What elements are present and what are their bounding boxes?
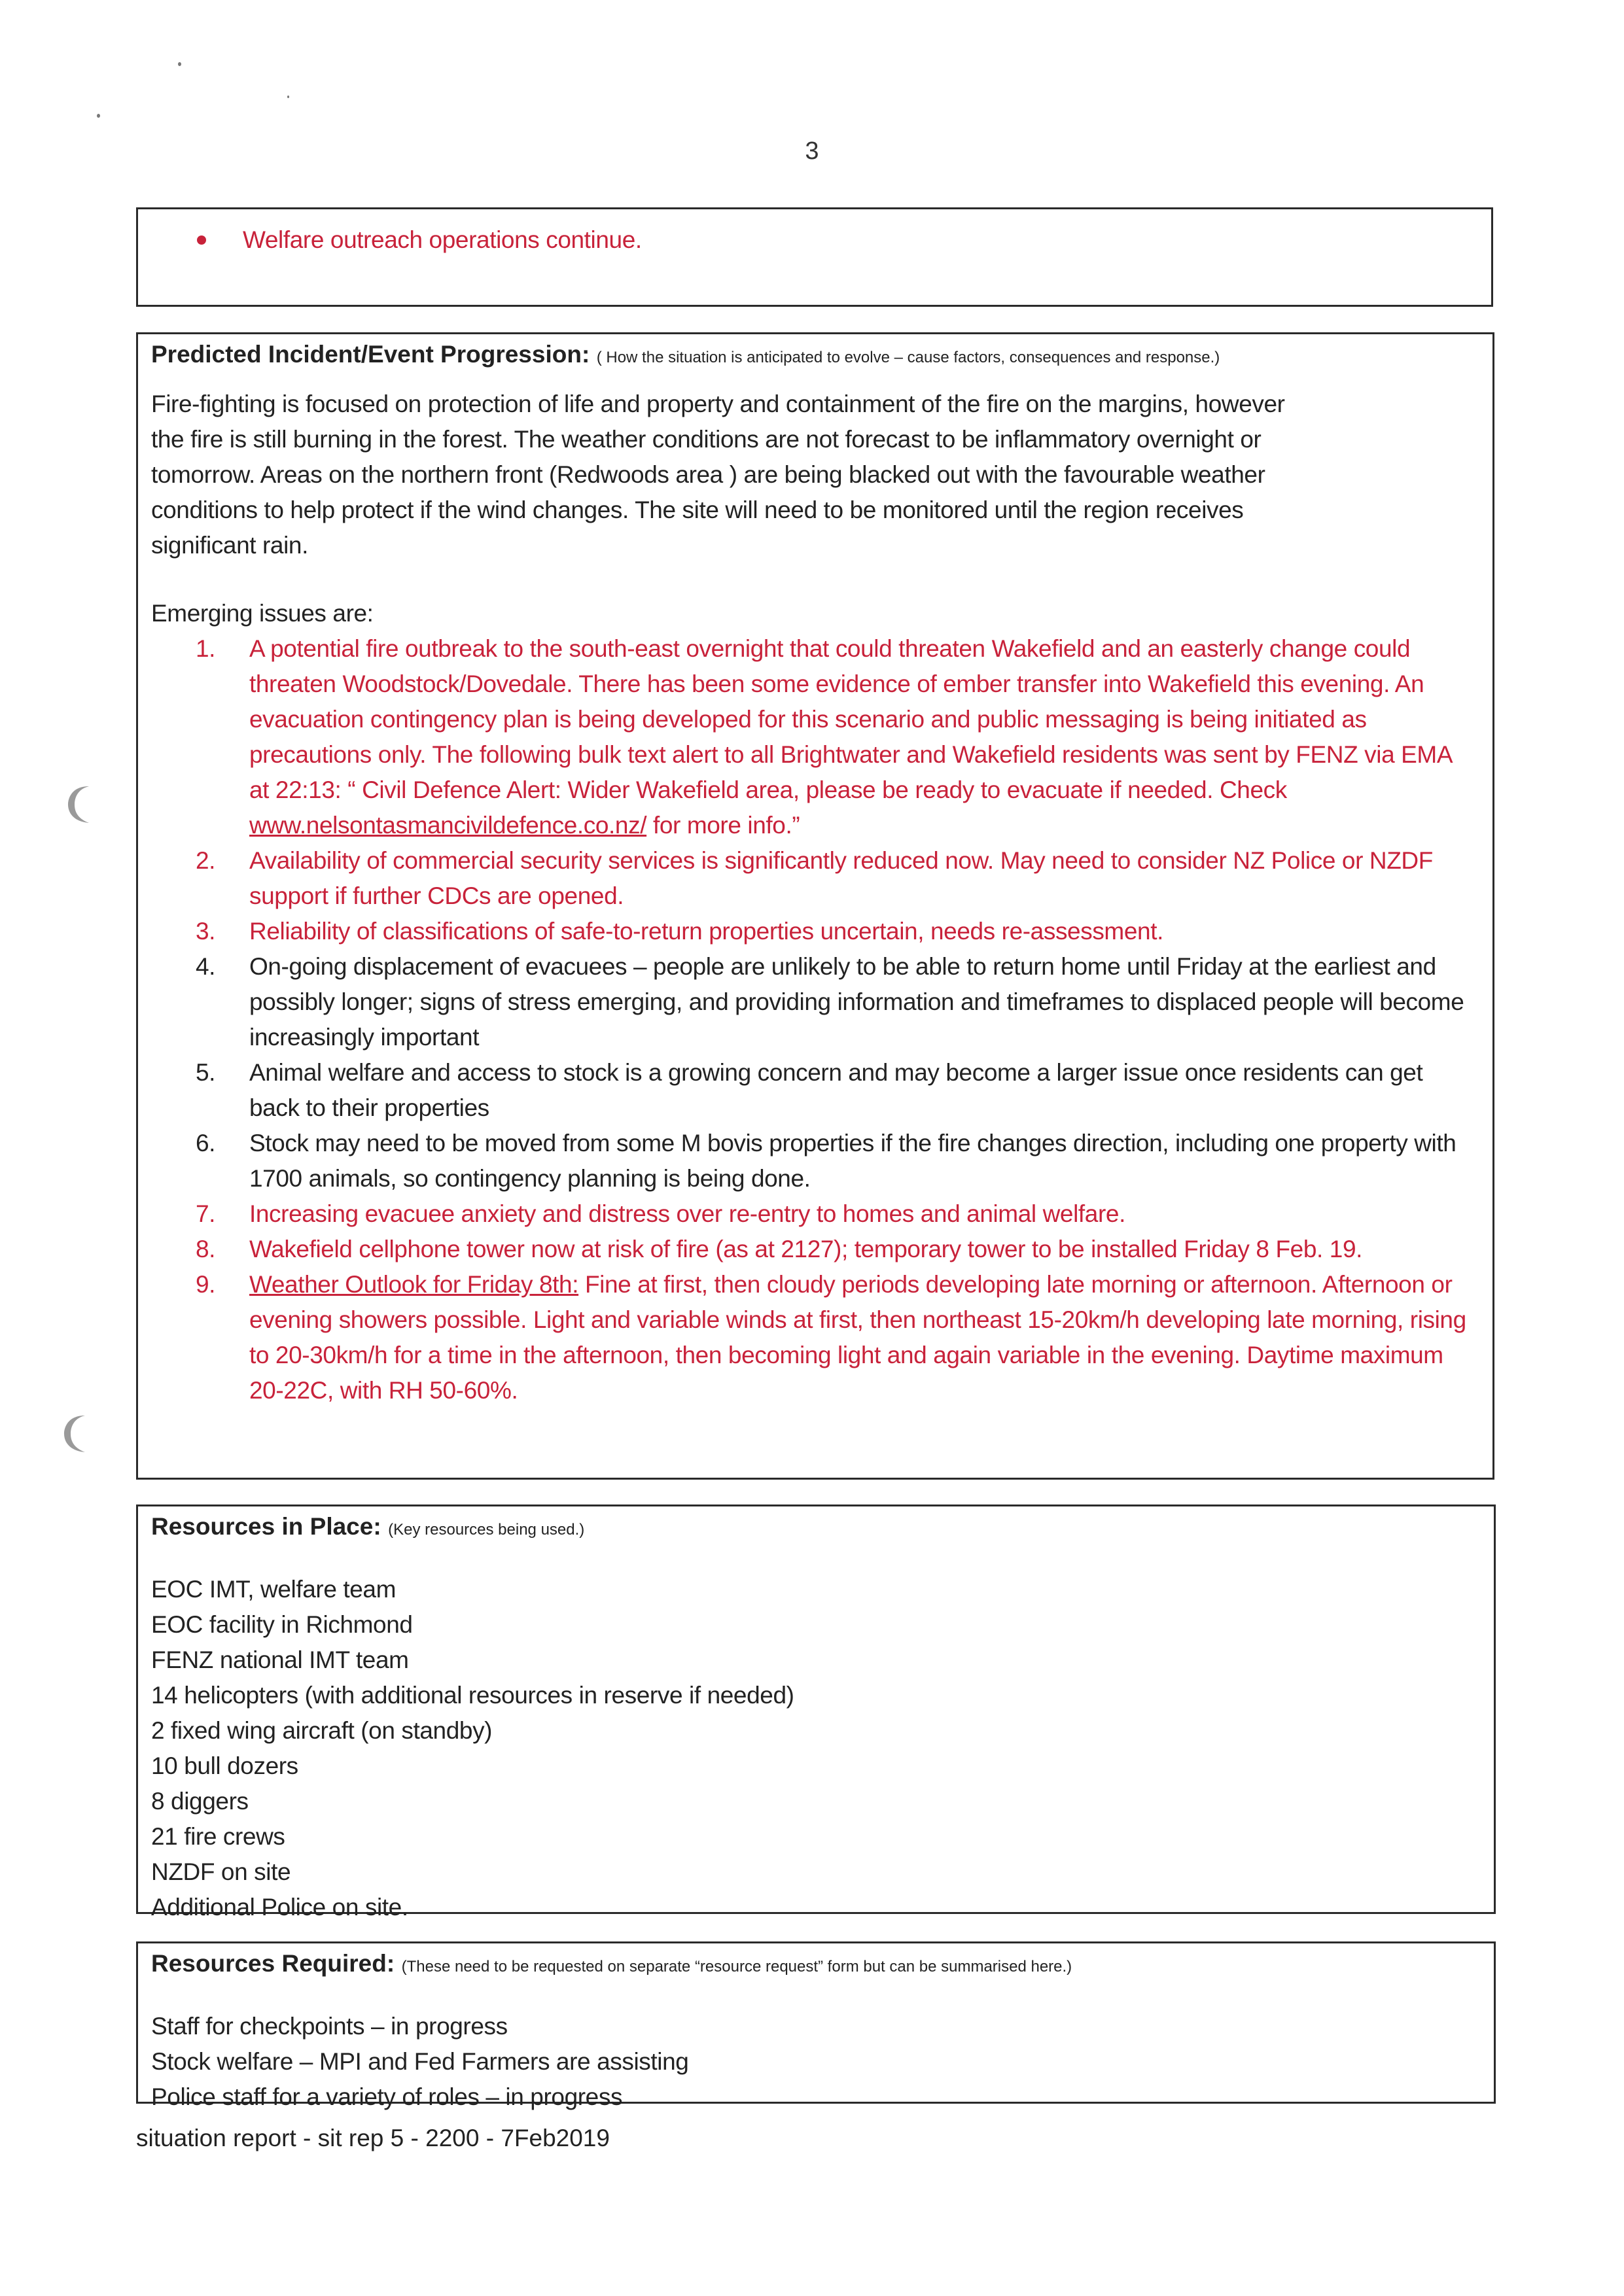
scan-speck <box>178 62 181 66</box>
issue-number: 5. <box>196 1059 216 1086</box>
issue-number: 4. <box>196 953 216 980</box>
issue-item <box>151 1196 1479 1232</box>
heading-note: (These need to be requested on separate “resource request” form but can be summarised here.) <box>401 1958 1072 1975</box>
bullet-text: Welfare outreach operations continue. <box>243 226 642 253</box>
issue-text: Stock may need to be moved from some M bovis properties if the fire changes direction, including one property with 1700 animals, so contingency planning is being done. <box>249 1130 1456 1192</box>
issues-intro: Emerging issues are: <box>151 600 374 627</box>
heading-note: (Key resources being used.) <box>388 1521 585 1539</box>
emerging-issues <box>151 596 1479 1408</box>
issue-item <box>151 1126 1479 1196</box>
page-footer: situation report - sit rep 5 - 2200 - 7Feb2019 <box>136 2125 610 2151</box>
bullet-dot-icon <box>197 235 206 245</box>
issue-number: 9. <box>196 1271 216 1298</box>
issue-number: 8. <box>196 1236 216 1262</box>
issue-item <box>151 1055 1479 1126</box>
issue-text: On-going displacement of evacuees – people are unlikely to be able to return home until Friday at the earliest and possibly longer; signs of stress emerging, and providing information and timeframes to displaced people will become increasingly important <box>249 953 1464 1051</box>
resource-item: Additional Police on site. <box>151 1894 408 1921</box>
progression-paragraph <box>151 387 1473 563</box>
binder-hole-icon <box>62 1414 88 1453</box>
heading-title: Predicted Incident/Event Progression: <box>151 341 590 368</box>
issue-text: Animal welfare and access to stock is a growing concern and may become a larger issue once residents can get back to their properties <box>249 1059 1423 1121</box>
issue-text: Availability of commercial security services is significantly reduced now. May need to consider NZ Police or NZDF support if further CDCs are opened. <box>249 847 1433 909</box>
resource-item: 21 fire crews <box>151 1823 285 1850</box>
section-heading <box>151 341 1220 368</box>
continued-section-box <box>136 207 1493 307</box>
required-item: Stock welfare – MPI and Fed Farmers are assisting <box>151 2048 689 2075</box>
paragraph-line: Fire-fighting is focused on protection of life and property and containment of the fire on the margins, however <box>151 391 1285 417</box>
issue-text <box>249 1267 1479 1408</box>
issue-text-part: A potential fire outbreak to the south-east overnight that could threaten Wakefield and an easterly change could threaten Woodstock/Dovedale. There has been some evidence of ember transfer into Wakefield this evening. An evacuation contingency plan is being developed for this scenario and public messaging is being initiated as precautions only. The following bulk text alert to all Brightwater and Wakefield residents was sent by FENZ via EMA at 22:13: “ Civil Defence Alert: Wider Wakefield area, please be ready to evacuate if needed. Check <box>249 635 1452 803</box>
paragraph-line: conditions to help protect if the wind changes. The site will need to be monitored until the region receives <box>151 496 1244 523</box>
required-item: Staff for checkpoints – in progress <box>151 2013 508 2040</box>
binder-hole-icon <box>65 785 92 824</box>
issue-text <box>249 631 1479 843</box>
resource-item: 14 helicopters (with additional resources in reserve if needed) <box>151 1682 794 1709</box>
resource-item: EOC IMT, welfare team <box>151 1576 397 1603</box>
issue-number: 7. <box>196 1200 216 1227</box>
paragraph-line: tomorrow. Areas on the northern front (Redwoods area ) are being blacked out with the favourable weather <box>151 461 1265 488</box>
resource-item: EOC facility in Richmond <box>151 1611 413 1638</box>
issue-number: 6. <box>196 1130 216 1157</box>
resource-item: 10 bull dozers <box>151 1752 298 1779</box>
issue-item <box>151 1267 1479 1408</box>
issue-number: 3. <box>196 918 216 945</box>
issue-item <box>151 843 1479 914</box>
weather-outlook-label: Weather Outlook for Friday 8th: <box>249 1271 579 1298</box>
issue-item <box>151 914 1479 949</box>
issue-text: Reliability of classifications of safe-to-return properties uncertain, needs re-assessment. <box>249 918 1163 945</box>
scan-speck <box>97 114 100 118</box>
heading-note: ( How the situation is anticipated to evolve – cause factors, consequences and response.) <box>596 349 1220 366</box>
resource-item: NZDF on site <box>151 1858 291 1885</box>
issues-list <box>151 631 1479 1408</box>
section-heading <box>151 1950 1072 1977</box>
issue-text: Wakefield cellphone tower now at risk of fire (as at 2127); temporary tower to be installed Friday 8 Feb. 19. <box>249 1236 1363 1262</box>
paragraph-line: the fire is still burning in the forest. The weather conditions are not forecast to be inflammatory overnight or <box>151 426 1262 453</box>
paragraph-line: significant rain. <box>151 532 308 559</box>
civil-defence-link[interactable]: www.nelsontasmancivildefence.co.nz/ <box>249 812 647 839</box>
issue-number: 1. <box>196 635 216 662</box>
resource-item: 2 fixed wing aircraft (on standby) <box>151 1717 493 1744</box>
issue-text-part: for more info.” <box>646 812 800 839</box>
bullet-item <box>197 222 642 258</box>
required-item: Police staff for a variety of roles – in progress <box>151 2083 623 2110</box>
heading-title: Resources Required: <box>151 1950 395 1977</box>
page-number: 3 <box>805 137 819 165</box>
resources-list <box>151 1572 794 1925</box>
resources-in-place-section <box>136 1505 1496 1921</box>
predicted-progression-section <box>136 332 1494 1480</box>
issue-item <box>151 949 1479 1055</box>
issue-text-part: Fine at first, then cloudy periods developing late morning or afternoon. Afternoon or evening showers possible. Light and variable winds at first, then northeast 15-20km/h developing late morning, rising to 20-30km/h for a time in the afternoon, then becoming light and again variable in the evening. Daytime maximum 20-22C, with RH 50-60%. <box>249 1271 1466 1404</box>
issue-number: 2. <box>196 847 216 874</box>
issue-item <box>151 1232 1479 1267</box>
required-list <box>151 2009 688 2115</box>
section-heading <box>151 1513 584 1540</box>
resource-item: FENZ national IMT team <box>151 1646 409 1673</box>
resource-item: 8 diggers <box>151 1788 249 1815</box>
issue-item <box>151 631 1479 843</box>
resources-required-section <box>136 1941 1496 2110</box>
heading-title: Resources in Place: <box>151 1513 381 1540</box>
issue-text: Increasing evacuee anxiety and distress over re-entry to homes and animal welfare. <box>249 1200 1125 1227</box>
scan-speck <box>287 96 289 98</box>
